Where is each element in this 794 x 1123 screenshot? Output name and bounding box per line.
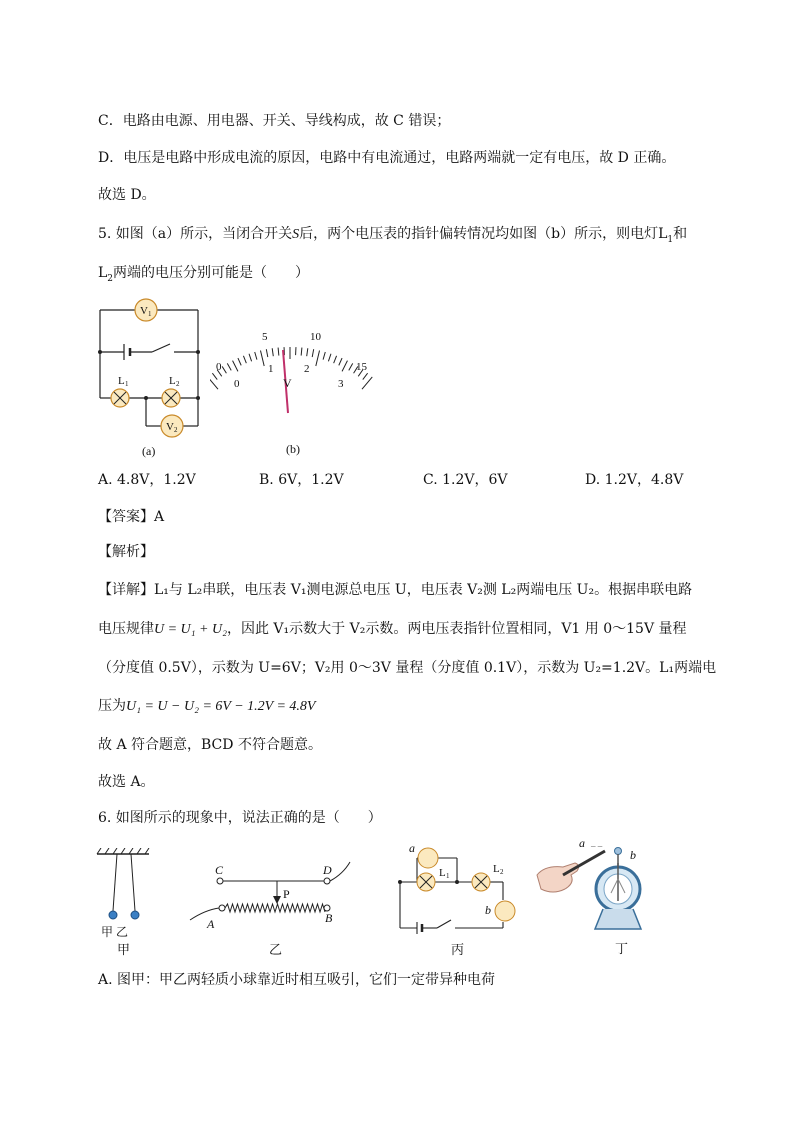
outer-tick-label: 5 (262, 331, 268, 343)
svg-text:P: P (283, 887, 290, 901)
svg-text:2: 2 (500, 868, 504, 876)
dial-tick (363, 373, 368, 379)
figure-jia-pendulum (95, 848, 155, 962)
svg-text:1: 1 (148, 310, 152, 318)
svg-text:L: L (493, 863, 500, 875)
outer-tick-label: 15 (356, 361, 367, 373)
bulb-b-icon (485, 901, 515, 921)
q5-option-a[interactable]: A. 4.8V，1.2V (98, 472, 196, 488)
q5-option-c[interactable]: C. 1.2V，6V (423, 472, 508, 488)
figure-b-voltmeter-dial (210, 325, 380, 464)
figure-yi-rheostat (185, 860, 360, 964)
figure-a-caption: (a) (142, 444, 156, 458)
outer-tick-label: 0 (216, 361, 222, 373)
dial-tick (316, 350, 320, 366)
slider-p-icon (273, 896, 281, 904)
dial-tick (328, 354, 331, 362)
dial-tick (312, 349, 313, 357)
dial-tick (339, 358, 342, 365)
inner-tick-label: 3 (338, 378, 344, 390)
dial-tick (227, 363, 231, 370)
text-choose-a: 故选 A。 (98, 774, 155, 790)
inner-tick-label: 2 (304, 363, 310, 375)
text-option-d: D．电压是电路中形成电流的原因，电路中有电流通过，电路两端就一定有电压，故 D 正确。 (98, 150, 676, 166)
svg-text:b: b (630, 848, 636, 862)
dial-tick (342, 361, 347, 372)
figure-bing-caption: 丙 (451, 942, 465, 957)
svg-text:A: A (207, 917, 215, 931)
dial-tick (301, 348, 302, 356)
svg-text:V: V (140, 305, 148, 317)
lamp-l2-icon (472, 863, 504, 891)
dial-tick (212, 373, 217, 379)
dial-tick (233, 361, 238, 372)
analysis-label: 【解析】 (98, 544, 154, 560)
outer-tick-label: 10 (310, 331, 321, 343)
lamp-l2-icon (162, 375, 180, 407)
detail-line-3: （分度值 0.5V），示数为 U=6V；V₂用 0～3V 量程（分度值 0.1V），示数为 U₂=1.2V。L₁两端电 (98, 660, 717, 676)
equation-series-voltage: U = U₁ + U₂ (154, 622, 227, 637)
text-choose-d: 故选 D。 (98, 187, 156, 203)
q5-text-c: 和 (673, 226, 688, 242)
voltmeter-v2-icon (161, 415, 183, 437)
hand-icon (537, 863, 579, 892)
dial-tick (243, 356, 246, 363)
answer-label: 【答案】A (98, 509, 165, 525)
figure-a-circuit (90, 298, 215, 467)
ball-jia-icon (109, 911, 117, 919)
unit-label: V (283, 376, 292, 390)
dial-tick (278, 348, 279, 356)
inner-tick-label: 1 (268, 363, 274, 375)
conclusion-line: 故 A 符合题意，BCD 不符合题意。 (98, 737, 322, 753)
dial-tick (349, 363, 353, 370)
dial-tick (255, 352, 257, 360)
svg-text:L: L (439, 867, 446, 879)
figure-ding-caption: 丁 (615, 941, 629, 956)
bulb-a-icon (409, 841, 438, 868)
detail-line-1: 【详解】L₁与 L₂串联，电压表 V₁测电源总电压 U，电压表 V₂测 L₂两端电压 U₂。根据串联电路 (98, 582, 693, 598)
dial-tick (307, 348, 308, 356)
q6-option-a[interactable]: A. 图甲：甲乙两轻质小球靠近时相互吸引，它们一定带异种电荷 (98, 972, 496, 988)
inner-tick-label: 0 (234, 378, 240, 390)
question-5-line-1 (98, 224, 687, 250)
dial-tick (272, 348, 273, 356)
lamp-l1-icon (111, 375, 129, 407)
q5-lamp-l1: $L_1$ (658, 226, 674, 245)
lamp-l1-icon (417, 867, 450, 891)
dial-tick (334, 356, 337, 363)
dial-tick (260, 350, 264, 366)
voltmeter-v1-icon (135, 299, 157, 321)
svg-text:2: 2 (174, 426, 178, 434)
svg-text:a: a (579, 836, 585, 850)
svg-text:甲 乙: 甲 乙 (101, 925, 129, 939)
question-5-line-2 (98, 263, 309, 289)
svg-text:L: L (118, 375, 125, 387)
dial-tick (249, 354, 252, 362)
q5-option-d[interactable]: D. 1.2V，4.8V (585, 472, 684, 488)
figure-b-caption: (b) (286, 442, 300, 456)
dial-tick (323, 352, 325, 360)
detail-line-2: 电压规律U = U₁ + U₂，因此 V₁示数大于 V₂示数。两电压表指针位置相同，V1 用 0～15V 量程 (98, 621, 687, 637)
switch-symbol-s: S (292, 227, 300, 242)
figure-jia-caption: 甲 (117, 942, 131, 957)
svg-text:b: b (485, 903, 491, 917)
svg-text:2: 2 (176, 380, 180, 388)
ball-yi-icon (131, 911, 139, 919)
svg-text:D: D (323, 863, 332, 877)
svg-text:a: a (409, 841, 415, 855)
q5-lamp-l2: $L_2$ (98, 265, 114, 284)
svg-text:1: 1 (446, 872, 450, 880)
figure-yi-caption: 乙 (269, 942, 283, 957)
svg-text:– –: – – (591, 841, 603, 851)
equation-l1-voltage: U₁ = U − U₂ = 6V − 1.2V = 4.8V (126, 699, 316, 714)
svg-text:V: V (166, 421, 174, 433)
dial-tick (238, 358, 241, 365)
q5-text-a: 5. 如图（a）所示，当闭合开关 (98, 226, 293, 242)
dial-tick (222, 366, 226, 373)
svg-text:C: C (215, 863, 224, 877)
q5-option-b[interactable]: B. 6V，1.2V (259, 472, 344, 488)
svg-text:B: B (325, 911, 333, 925)
svg-text:L: L (169, 375, 176, 387)
figure-ding-electroscope (535, 835, 675, 964)
q5-text-d: 两端的电压分别可能是（ ） (113, 265, 310, 281)
question-6: 6. 如图所示的现象中，说法正确的是（ ） (98, 810, 382, 826)
figure-bing-circuit (395, 840, 525, 964)
dial-tick (266, 349, 267, 357)
q5-text-b: 后，两个电压表的指针偏转情况均如图（b）所示，则电灯 (299, 226, 659, 242)
rod-icon (563, 851, 605, 875)
svg-text:1: 1 (125, 380, 129, 388)
detail-line-4: 压为U₁ = U − U₂ = 6V − 1.2V = 4.8V (98, 698, 316, 714)
text-option-c: C．电路由电源、用电器、开关、导线构成，故 C 错误； (98, 113, 451, 129)
